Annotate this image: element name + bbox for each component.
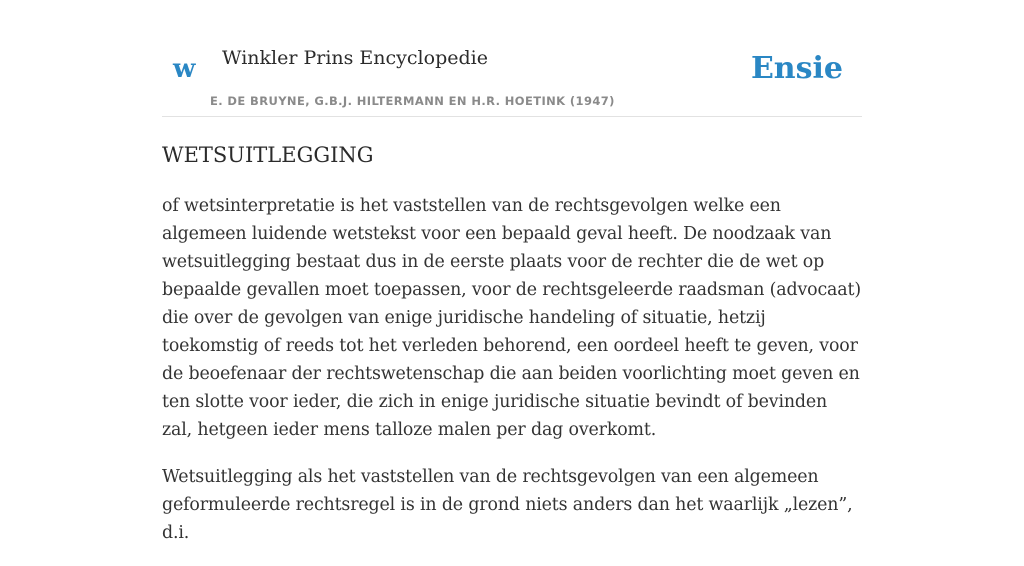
article-page [162, 0, 862, 543]
article-paragraph: of wetsinterpretatie is het vaststellen van de rechtsgevolgen welke een algemeen luidende wetstekst voor een bepaald geval heeft. De noodzaak van wetsuitlegging bestaat dus in de eerste plaats voor de rechter die de wet op bepaalde gevallen moet toepassen, voor de rechtsgeleerde raadsman (advocaat) die over de gevolgen van enige juridische handeling of situatie, hetzij toekomstig of reeds tot het verleden behorend, een oordeel heeft te geven, voor de beoefenaar der rechtswetenschap die aan beiden voorlichting moet geven en ten slotte voor ieder, die zich in enige juridische situatie bevindt of bevinden zal, hetgeen ieder mens talloze malen per dag overkomt. [162, 196, 861, 440]
source-title-link[interactable]: Winkler Prins Encyclopedie [222, 47, 488, 69]
ensie-brand-logo[interactable]: Ensie [750, 51, 843, 86]
source-logo[interactable]: w [173, 54, 196, 84]
article-body [162, 192, 862, 566]
source-header [162, 0, 862, 117]
article-paragraph: Wetsuitlegging als het vaststellen van de rechtsgevolgen van een algemeen geformuleerde rechtsregel is in de grond niets anders dan het waarlijk „lezen”, d.i. [162, 467, 853, 543]
article-title: WETSUITLEGGING [162, 143, 374, 167]
source-authors: E. DE BRUYNE, G.B.J. HILTERMANN EN H.R. HOETINK (1947) [210, 94, 615, 108]
